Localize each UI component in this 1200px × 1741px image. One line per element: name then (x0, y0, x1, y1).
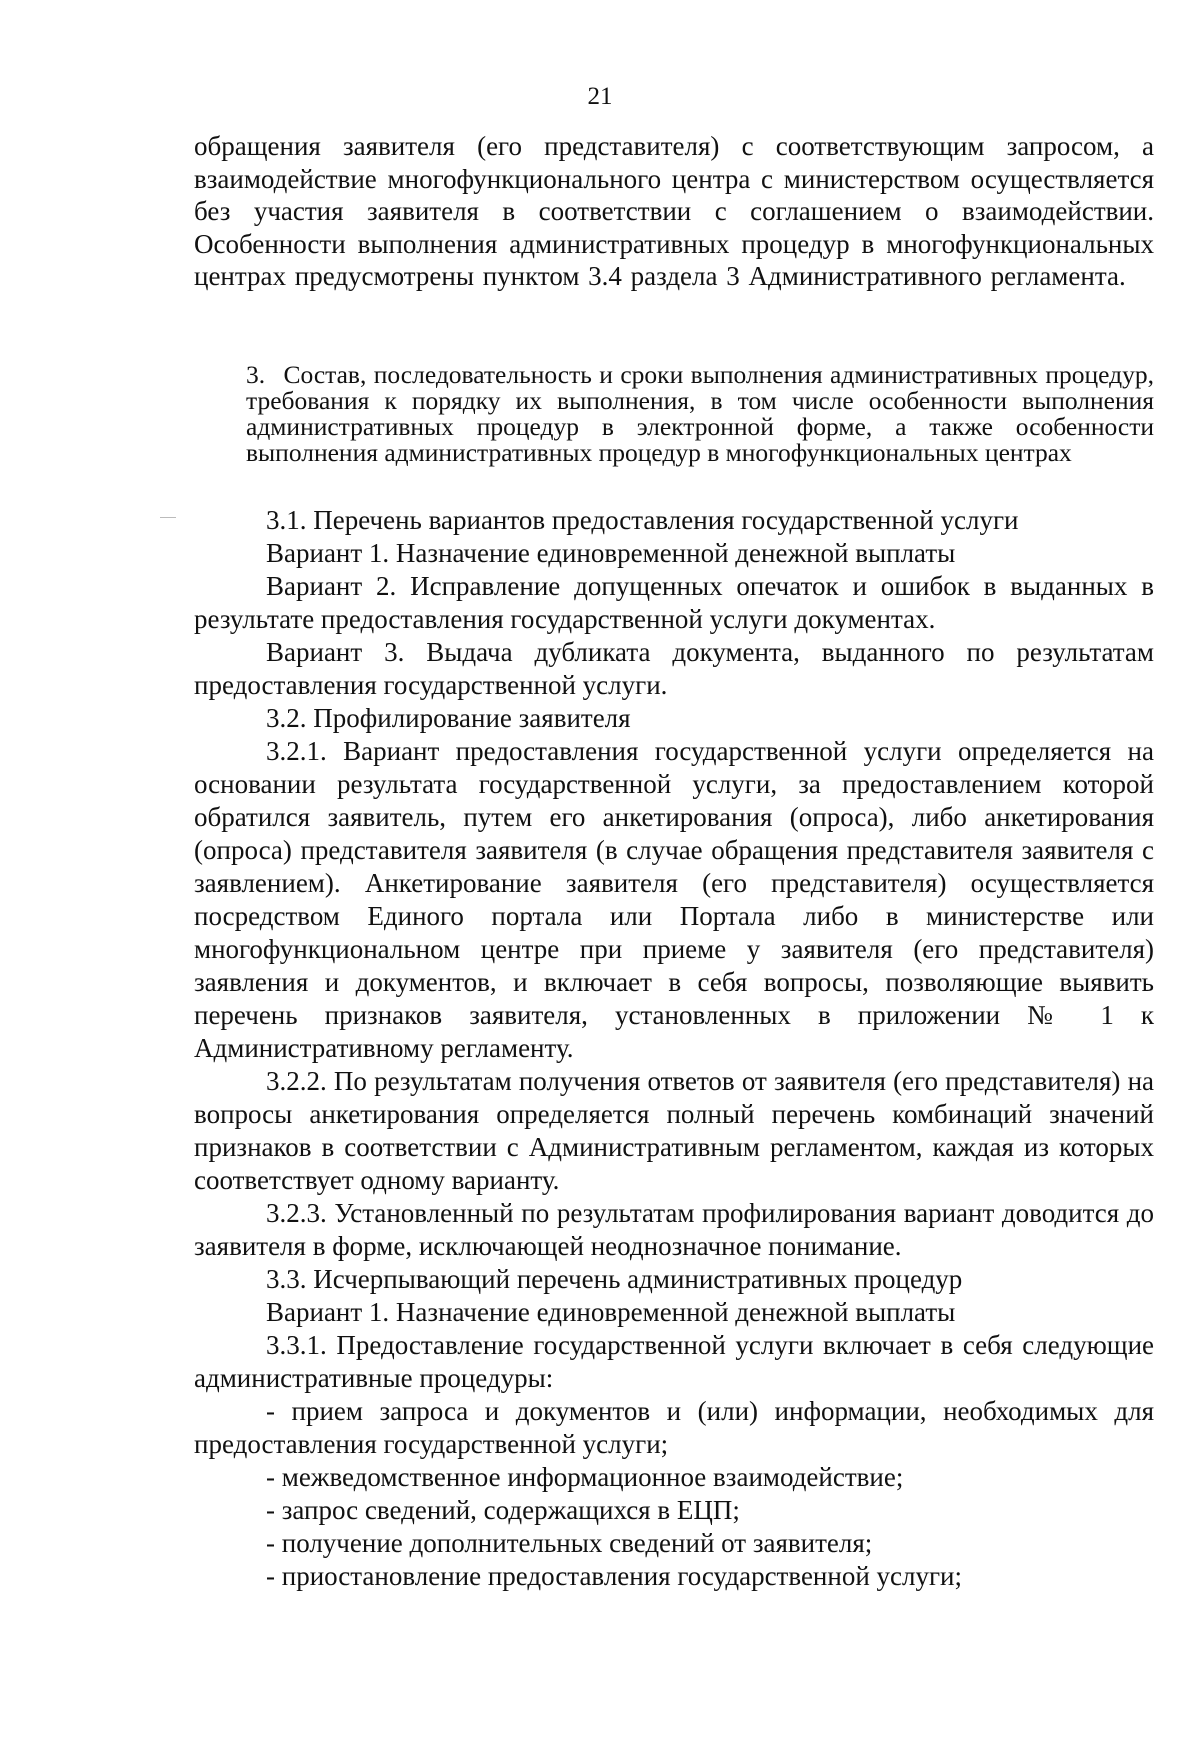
text-line: в министерстве или многофункциональном центре при приеме у заявителя (194, 901, 1154, 964)
text-line: доводится до заявителя в форме, исключающей неоднозначное понимание. (194, 1198, 1155, 1261)
text-line: - приостановление предоставления государственной услуги; (266, 1561, 963, 1591)
page-number: 21 (587, 83, 613, 110)
section-number: 3. (246, 360, 266, 389)
paragraph-3-3 (194, 1263, 1154, 1296)
text-line: 3.2. Профилирование заявителя (266, 703, 631, 733)
text-line: 3.2.2. По результатам получения ответов от заявителя (его (266, 1066, 938, 1096)
text-line: - запрос сведений, содержащихся в ЕЦП; (266, 1495, 740, 1525)
scan-mark (160, 517, 176, 518)
text-line: позволяющие выявить перечень признаков заявителя, установленных (194, 967, 1154, 1030)
section-heading (246, 362, 1154, 466)
paragraph-variant-2 (194, 570, 1154, 636)
paragraph-variant-1 (194, 537, 1154, 570)
text-line: заявителя с заявлением). Анкетирование заявителя (его представителя) (194, 835, 1154, 898)
text-line: (его представителя) заявления и документов, и включает в себя вопросы, (194, 934, 1155, 997)
list-item (194, 1560, 1154, 1593)
list-item (194, 1395, 1154, 1461)
paragraph-3-2-1 (194, 735, 1154, 1065)
heading-line: процедур, требования к порядку их выполнения, в том числе (246, 360, 1155, 415)
text-line: (опроса) представителя заявителя (в случае обращения представителя (194, 835, 1013, 865)
text-line: Вариант 3. Выдача дубликата документа, выданного по результатам (266, 637, 1154, 667)
paragraph-3-3-1 (194, 1329, 1154, 1395)
text-line: 3.2.3. Установленный по результатам профилирования вариант (266, 1198, 995, 1228)
list-item (194, 1461, 1154, 1494)
text-line: в результате предоставления государственной услуги документах. (194, 571, 1155, 634)
text-line: 3.3. Исчерпывающий перечень административных процедур (266, 1264, 963, 1294)
list-item (194, 1494, 1154, 1527)
text-line: предоставления государственной услуги. (194, 670, 668, 700)
text-line: регламентом, каждая из которых соответствует одному варианту. (194, 1132, 1155, 1195)
text-line: осуществляется без участия заявителя в соответствии с соглашением (194, 163, 1154, 227)
heading-line: особенности выполнения административных процедур в электронной (246, 386, 1155, 441)
text-line: 3.1. Перечень вариантов предоставления государственной услуги (266, 505, 1019, 535)
text-line: обращения заявителя (его представителя) с соответствующим запросом, (194, 131, 1120, 161)
top-paragraph (194, 130, 1154, 293)
heading-line: в многофункциональных центрах (707, 438, 1072, 467)
text-line: 3.2.1. Вариант предоставления государственной услуги определяется на (266, 736, 1154, 766)
text-line: - получение дополнительных сведений от заявителя; (266, 1528, 873, 1558)
text-line: основании результата государственной услуги, за предоставлением которой (194, 769, 1154, 799)
paragraph-3-2-2 (194, 1065, 1154, 1197)
text-line: комбинаций значений признаков в соответствии с Административным (194, 1099, 1154, 1162)
heading-line: форме, а также особенности выполнения административных процедур (246, 412, 1154, 467)
text-line: в приложении № 1 к Административному регламенту. (194, 1000, 1154, 1063)
text-line: следующие административные процедуры: (194, 1330, 1155, 1393)
text-line: - межведомственное информационное взаимодействие; (266, 1462, 904, 1492)
text-line: Вариант 1. Назначение единовременной денежной выплаты (266, 1297, 956, 1327)
section-body (194, 504, 1154, 1593)
text-line: в многофункциональных центрах предусмотрены пунктом 3.4 раздела 3 (194, 228, 1155, 292)
text-line: Вариант 2. Исправление допущенных опечаток и ошибок в выданных (266, 571, 1128, 601)
heading-line: Состав, последовательность и сроки выполнения административных (283, 360, 1038, 389)
text-line: осуществляется посредством Единого портала или Портала либо (194, 868, 1155, 931)
paragraph-3-2 (194, 702, 1154, 735)
text-line: о взаимодействии. Особенности выполнения административных процедур (194, 196, 1155, 259)
paragraph-variant-3 (194, 636, 1154, 702)
text-line: представителя) на вопросы анкетирования определяется полный перечень (194, 1066, 1155, 1129)
text-line: обратился заявитель, путем его анкетирования (опроса), либо анкетирования (194, 802, 1154, 832)
text-line: а взаимодействие многофункционального центра с министерством (194, 131, 1154, 194)
text-line: Административного регламента. (748, 261, 1126, 292)
text-line: 3.3.1. Предоставление государственной услуги включает в себя (266, 1330, 1013, 1360)
list-item (194, 1527, 1154, 1560)
paragraph-3-2-3 (194, 1197, 1154, 1263)
text-line: Вариант 1. Назначение единовременной денежной выплаты (266, 538, 956, 568)
paragraph-variant-1-repeat (194, 1296, 1154, 1329)
paragraph-3-1 (194, 504, 1154, 537)
text-line: - прием запроса и документов и (или) информации, необходимых для (266, 1396, 1154, 1426)
paragraph (194, 130, 1154, 293)
text-line: предоставления государственной услуги; (194, 1429, 669, 1459)
